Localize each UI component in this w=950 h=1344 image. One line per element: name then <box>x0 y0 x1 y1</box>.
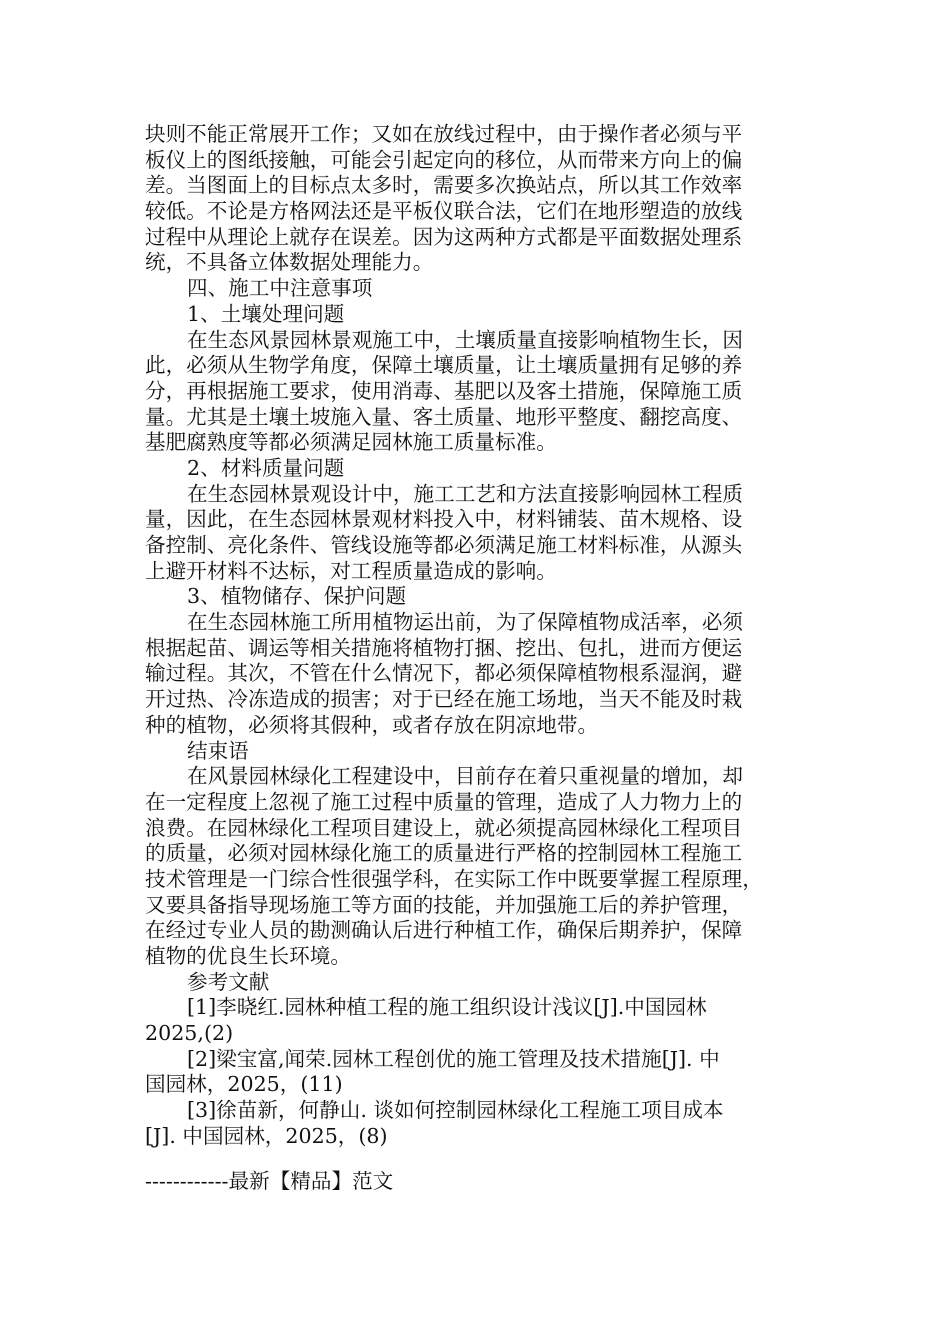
reference-line: [3]徐苗新，何静山. 谈如何控制园林绿化工程施工项目成本 <box>187 1098 724 1123</box>
paragraph-line: 在一定程度上忽视了施工过程中质量的管理，造成了人力物力上的 <box>145 789 743 814</box>
footer-tagline: ------------最新【精品】范文 <box>145 1169 394 1193</box>
paragraph-line: 浪费。在园林绿化工程项目建设上，就必须提高园林绿化工程项目 <box>145 815 743 840</box>
paragraph-line: 量。尤其是土壤土坡施入量、客土质量、地形平整度、翻挖高度、 <box>145 404 743 429</box>
paragraph-line: 分，再根据施工要求，使用消毒、基肥以及客土措施，保障施工质 <box>145 378 743 403</box>
paragraph-line: 又要具备指导现场施工等方面的技能，并加强施工后的养护管理， <box>145 892 743 917</box>
paragraph-line: 在生态园林施工所用植物运出前，为了保障植物成活率，必须 <box>187 610 744 635</box>
paragraph-line: 基肥腐熟度等都必须满足园林施工质量标准。 <box>145 430 557 455</box>
section-heading: 四、施工中注意事项 <box>187 276 373 301</box>
paragraph-line: 输过程。其次，不管在什么情况下，都必须保障植物根系湿润，避 <box>145 661 743 686</box>
paragraph-line: 开过热、冷冻造成的损害；对于已经在施工场地，当天不能及时栽 <box>145 687 743 712</box>
paragraph-line: 上避开材料不达标，对工程质量造成的影响。 <box>145 558 557 583</box>
section-heading: 参考文献 <box>187 969 270 994</box>
paragraph-line: 技术管理是一门综合性很强学科，在实际工作中既要掌握工程原理， <box>145 866 763 891</box>
reference-line: 2025,(2) <box>145 1021 234 1046</box>
paragraph-line: 块则不能正常展开工作；又如在放线过程中，由于操作者必须与平 <box>145 122 743 146</box>
paragraph-line: 板仪上的图纸接触，可能会引起定向的移位，从而带来方向上的偏 <box>145 147 743 172</box>
paragraph-line: 量，因此，在生态园林景观材料投入中，材料铺装、苗木规格、设 <box>145 507 743 532</box>
paragraph-line: 过程中从理论上就存在误差。因为这两种方式都是平面数据处理系 <box>145 224 743 249</box>
paragraph-line: 在生态风景园林景观施工中，土壤质量直接影响植物生长，因 <box>187 327 744 352</box>
reference-line: [1]李晓红.园林种植工程的施工组织设计浅议[J].中国园林 <box>187 995 707 1020</box>
paragraph-line: 的质量，必须对园林绿化施工的质量进行严格的控制园林工程施工 <box>145 841 743 866</box>
paragraph-line: 种的植物，必须将其假种，或者存放在阴凉地带。 <box>145 712 599 737</box>
paragraph-line: 统，不具备立体数据处理能力。 <box>145 250 434 275</box>
paragraph-line: 备控制、亮化条件、管线设施等都必须满足施工材料标准，从源头 <box>145 533 743 557</box>
paragraph-line: 植物的优良生长环境。 <box>145 944 351 968</box>
document-body <box>145 122 805 1150</box>
paragraph-line: 在生态园林景观设计中，施工工艺和方法直接影响园林工程质 <box>187 481 744 506</box>
reference-line: [2]梁宝富,闻荣.园林工程创优的施工管理及技术措施[J]. 中 <box>187 1046 720 1071</box>
reference-line: 国园林，2025，(11) <box>145 1072 343 1097</box>
subsection-heading: 3、植物储存、保护问题 <box>187 584 407 609</box>
subsection-heading: 2、材料质量问题 <box>187 455 345 480</box>
section-heading: 结束语 <box>187 738 249 763</box>
paragraph-line: 在经过专业人员的勘测确认后进行种植工作，确保后期养护，保障 <box>145 918 743 943</box>
paragraph-line: 根据起苗、调运等相关措施将植物打捆、挖出、包扎，进而方便运 <box>145 635 743 660</box>
paragraph-line: 在风景园林绿化工程建设中，目前存在着只重视量的增加，却 <box>187 764 744 789</box>
paragraph-line: 差。当图面上的目标点太多时，需要多次换站点，所以其工作效率 <box>145 173 743 198</box>
reference-line: [J]. 中国园林，2025，(8) <box>145 1123 388 1148</box>
subsection-heading: 1、土壤处理问题 <box>187 301 345 326</box>
paragraph-line: 此，必须从生物学角度，保障土壤质量，让土壤质量拥有足够的养 <box>145 353 743 378</box>
paragraph-line: 较低。不论是方格网法还是平板仪联合法，它们在地形塑造的放线 <box>145 199 743 224</box>
